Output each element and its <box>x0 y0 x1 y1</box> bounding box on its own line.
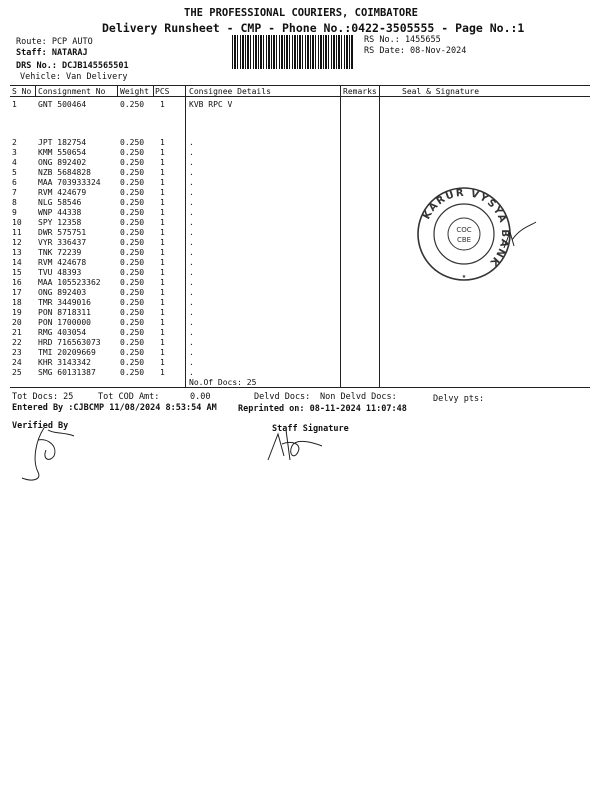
row-consignee: . <box>189 278 194 287</box>
row-consignment-no: WNP 44338 <box>38 208 82 217</box>
row-consignee: . <box>189 348 194 357</box>
row-weight: 0.250 <box>120 258 145 267</box>
no-of-docs: No.Of Docs: 25 <box>189 378 257 387</box>
col-divider <box>185 85 186 387</box>
row-pcs: 1 <box>160 188 165 197</box>
row-sno: 8 <box>12 198 17 207</box>
row-pcs: 1 <box>160 348 165 357</box>
row-consignment-no: ONG 892403 <box>38 288 87 297</box>
staff-label: Staff: NATARAJ <box>16 48 88 58</box>
tot-cod-value: 0.00 <box>190 392 211 402</box>
drs-number: DRS No.: DCJB145565501 <box>16 61 129 71</box>
col-divider <box>35 85 36 97</box>
row-consignment-no: SMG 60131387 <box>38 368 96 377</box>
row-weight: 0.250 <box>120 308 145 317</box>
row-pcs: 1 <box>160 198 165 207</box>
row-sno: 6 <box>12 178 17 187</box>
row-pcs: 1 <box>160 358 165 367</box>
row-sno: 5 <box>12 168 17 177</box>
entered-by: Entered By :CJBCMP 11/08/2024 8:53:54 AM <box>12 403 217 413</box>
row-consignment-no: PON 1700000 <box>38 318 91 327</box>
row-consignment-no: KHR 3143342 <box>38 358 91 367</box>
non-delvd-docs: Non Delvd Docs: <box>320 392 397 402</box>
verified-signature <box>14 420 84 490</box>
row-sno: 17 <box>12 288 22 297</box>
row-sno: 18 <box>12 298 22 307</box>
row-consignee: . <box>189 298 194 307</box>
row-consignee: . <box>189 158 194 167</box>
rs-number: RS No.: 1455655 <box>364 35 441 45</box>
row-consignment-no: TMI 20209669 <box>38 348 96 357</box>
row-pcs: 1 <box>160 278 165 287</box>
row-consignee: . <box>189 198 194 207</box>
row-sno: 21 <box>12 328 22 337</box>
row-weight: 0.250 <box>120 208 145 217</box>
row-consignee: KVB RPC V <box>189 100 233 109</box>
row-pcs: 1 <box>160 248 165 257</box>
row-consignee: . <box>189 248 194 257</box>
seal-signature <box>500 218 540 258</box>
row-consignee: . <box>189 228 194 237</box>
row-weight: 0.250 <box>120 138 145 147</box>
row-pcs: 1 <box>160 228 165 237</box>
row-pcs: 1 <box>160 288 165 297</box>
table-bottom-border <box>10 387 590 388</box>
row-consignment-no: DWR 575751 <box>38 228 87 237</box>
row-sno: 14 <box>12 258 22 267</box>
row-weight: 0.250 <box>120 148 145 157</box>
delvd-docs: Delvd Docs: <box>254 392 311 402</box>
row-consignment-no: RVM 424678 <box>38 258 87 267</box>
row-consignee: . <box>189 308 194 317</box>
row-consignee: . <box>189 178 194 187</box>
row-consignee: . <box>189 138 194 147</box>
row-sno: 19 <box>12 308 22 317</box>
row-sno: 24 <box>12 358 22 367</box>
row-weight: 0.250 <box>120 188 145 197</box>
row-weight: 0.250 <box>120 100 145 109</box>
row-consignment-no: NLG 58546 <box>38 198 82 207</box>
company-name: THE PROFESSIONAL COURIERS, COIMBATORE <box>184 7 418 19</box>
row-pcs: 1 <box>160 218 165 227</box>
row-consignment-no: JPT 182754 <box>38 138 87 147</box>
col-divider <box>117 85 118 97</box>
col-header-pcs: PCS <box>155 87 170 96</box>
col-divider <box>153 85 154 97</box>
row-consignment-no: HRD 716563073 <box>38 338 101 347</box>
row-pcs: 1 <box>160 138 165 147</box>
row-pcs: 1 <box>160 368 165 377</box>
row-weight: 0.250 <box>120 368 145 377</box>
row-consignee: . <box>189 368 194 377</box>
row-weight: 0.250 <box>120 198 145 207</box>
row-sno: 12 <box>12 238 22 247</box>
staff-signature-label: Staff Signature <box>272 424 349 434</box>
row-consignee: . <box>189 258 194 267</box>
row-pcs: 1 <box>160 268 165 277</box>
row-consignment-no: NZB 5684828 <box>38 168 91 177</box>
tot-docs: Tot Docs: 25 <box>12 392 74 402</box>
col-header-weight: Weight <box>120 87 149 96</box>
row-weight: 0.250 <box>120 278 145 287</box>
staff-signature <box>262 420 342 470</box>
vehicle-label: Vehicle: Van Delivery <box>20 72 128 82</box>
row-sno: 13 <box>12 248 22 257</box>
row-pcs: 1 <box>160 298 165 307</box>
row-sno: 20 <box>12 318 22 327</box>
row-sno: 22 <box>12 338 22 347</box>
row-sno: 2 <box>12 138 17 147</box>
row-consignment-no: RMG 403054 <box>38 328 87 337</box>
row-sno: 1 <box>12 100 17 109</box>
row-consignment-no: GNT 500464 <box>38 100 87 109</box>
row-weight: 0.250 <box>120 268 145 277</box>
row-consignment-no: MAA 105523362 <box>38 278 101 287</box>
row-weight: 0.250 <box>120 288 145 297</box>
row-consignment-no: VYR 336437 <box>38 238 87 247</box>
rs-date: RS Date: 08-Nov-2024 <box>364 46 467 56</box>
row-consignee: . <box>189 188 194 197</box>
col-header-seal: Seal & Signature <box>402 87 480 96</box>
row-weight: 0.250 <box>120 238 145 247</box>
row-pcs: 1 <box>160 100 165 109</box>
verified-by-label: Verified By <box>12 421 69 431</box>
row-pcs: 1 <box>160 168 165 177</box>
row-weight: 0.250 <box>120 218 145 227</box>
row-consignment-no: MAA 703933324 <box>38 178 101 187</box>
row-sno: 23 <box>12 348 22 357</box>
row-consignment-no: ONG 892402 <box>38 158 87 167</box>
row-consignment-no: KMM 550654 <box>38 148 87 157</box>
row-consignee: . <box>189 288 194 297</box>
table-header-border <box>10 96 590 97</box>
row-sno: 4 <box>12 158 17 167</box>
row-consignee: . <box>189 338 194 347</box>
tot-cod-label: Tot COD Amt: <box>98 392 160 402</box>
row-sno: 15 <box>12 268 22 277</box>
row-weight: 0.250 <box>120 338 145 347</box>
row-consignment-no: SPY 12358 <box>38 218 82 227</box>
row-consignee: . <box>189 358 194 367</box>
stamp-inner-top: COC <box>456 226 472 234</box>
row-pcs: 1 <box>160 178 165 187</box>
row-weight: 0.250 <box>120 158 145 167</box>
row-sno: 16 <box>12 278 22 287</box>
barcode <box>232 35 354 69</box>
row-consignee: . <box>189 208 194 217</box>
row-weight: 0.250 <box>120 168 145 177</box>
table-top-border <box>10 85 590 86</box>
row-pcs: 1 <box>160 208 165 217</box>
runsheet-title: Delivery Runsheet - CMP - Phone No.:0422-3505555 - Page No.:1 <box>102 21 525 35</box>
row-pcs: 1 <box>160 318 165 327</box>
row-pcs: 1 <box>160 308 165 317</box>
row-weight: 0.250 <box>120 298 145 307</box>
col-divider <box>340 85 341 387</box>
row-consignee: . <box>189 148 194 157</box>
row-consignee: . <box>189 328 194 337</box>
row-consignment-no: PON 8718311 <box>38 308 91 317</box>
route-label: Route: PCP AUTO <box>16 37 93 47</box>
row-consignee: . <box>189 218 194 227</box>
stamp-inner-bottom: CBE <box>456 236 472 244</box>
row-weight: 0.250 <box>120 348 145 357</box>
row-consignment-no: TNK 72239 <box>38 248 82 257</box>
row-pcs: 1 <box>160 258 165 267</box>
row-consignee: . <box>189 168 194 177</box>
row-pcs: 1 <box>160 158 165 167</box>
row-weight: 0.250 <box>120 328 145 337</box>
row-sno: 7 <box>12 188 17 197</box>
row-consignee: . <box>189 238 194 247</box>
row-consignee: . <box>189 268 194 277</box>
col-header-sno: S No <box>12 87 32 96</box>
row-pcs: 1 <box>160 328 165 337</box>
row-sno: 11 <box>12 228 22 237</box>
row-sno: 9 <box>12 208 17 217</box>
row-sno: 3 <box>12 148 17 157</box>
row-consignee: . <box>189 318 194 327</box>
row-sno: 10 <box>12 218 22 227</box>
row-weight: 0.250 <box>120 178 145 187</box>
row-consignment-no: TMR 3449016 <box>38 298 91 307</box>
delvy-pts: Delvy pts: <box>433 394 485 404</box>
row-consignment-no: RVM 424679 <box>38 188 87 197</box>
row-weight: 0.250 <box>120 248 145 257</box>
col-divider <box>379 85 380 387</box>
row-weight: 0.250 <box>120 358 145 367</box>
row-sno: 25 <box>12 368 22 377</box>
col-header-consignment: Consignment No <box>38 87 106 96</box>
row-consignment-no: TVU 48393 <box>38 268 82 277</box>
row-pcs: 1 <box>160 238 165 247</box>
stamp-bank-name: KARUR VYSYA BANK <box>421 187 511 269</box>
row-weight: 0.250 <box>120 228 145 237</box>
row-pcs: 1 <box>160 148 165 157</box>
reprinted-on: Reprinted on: 08-11-2024 11:07:48 <box>238 404 407 414</box>
stamp-star-icon: ★ <box>461 272 467 280</box>
col-header-consignee: Consignee Details <box>189 87 271 96</box>
row-weight: 0.250 <box>120 318 145 327</box>
col-header-remarks: Remarks <box>343 87 377 96</box>
row-pcs: 1 <box>160 338 165 347</box>
